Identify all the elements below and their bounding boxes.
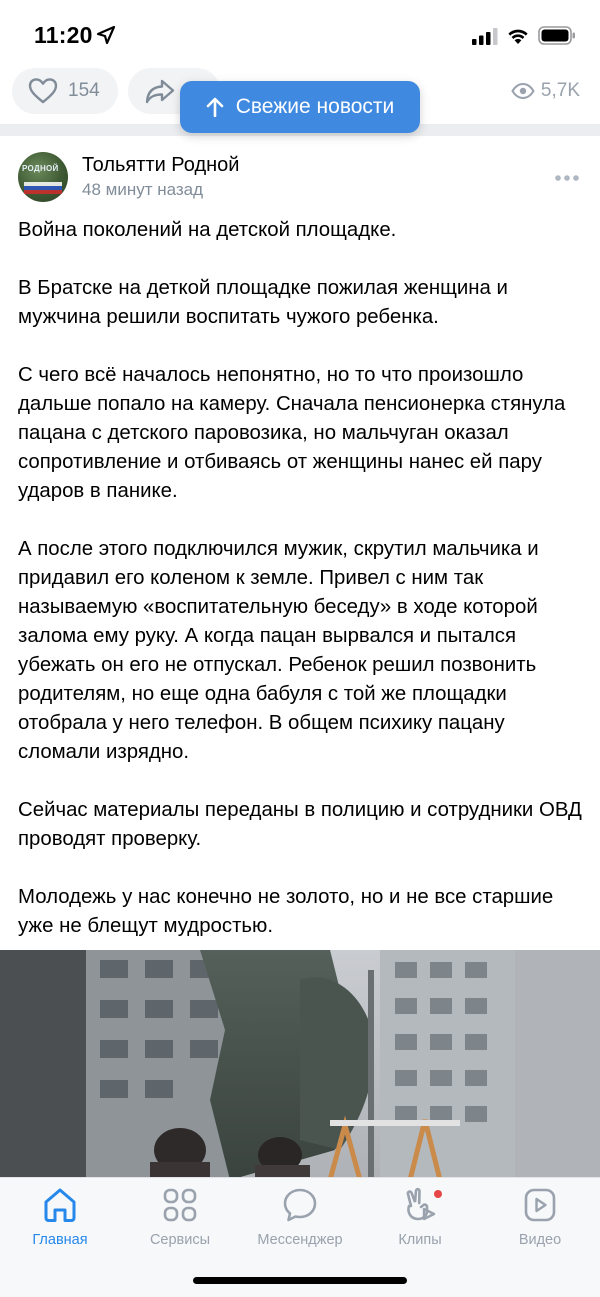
tab-label: Мессенджер [257,1232,343,1248]
status-bar [0,0,600,70]
heart-icon [28,77,58,105]
eye-icon [511,83,535,99]
post-paragraph: Война поколений на детской площадке. [18,219,397,241]
tab-home[interactable] [0,1186,120,1256]
wifi-icon [506,26,530,45]
tab-label: Главная [32,1232,88,1248]
share-arrow-icon [144,77,176,105]
flag-icon [24,182,62,194]
post-paragraph: Молодежь у нас конечно не золото, но и не все старшие уже не блещут мудростью. [18,886,554,937]
tab-services[interactable] [120,1186,240,1256]
tab-messenger[interactable] [240,1186,360,1256]
like-button[interactable] [12,68,118,114]
post-paragraph: С чего всё началось непонятно, но то что произошло дальше попало на камеру. Сначала пенсионерка стянула пацана с детского паровозика, но мальчуган оказал сопротивление и отбиваясь от женщины нанес ей пару ударов в панике. [18,364,566,502]
status-time: 11:20 [34,22,93,48]
post-time: 48 минут назад [82,180,204,199]
tab-label: Клипы [398,1232,442,1248]
post-paragraph: В Братске на деткой площадке пожилая женщина и мужчина решили воспитать чужого ребенка. [18,277,508,328]
messenger-bubble-icon [281,1186,319,1224]
fresh-news-label: Свежие новости [235,95,395,118]
tab-label: Видео [518,1232,562,1248]
like-count: 154 [68,80,100,101]
cellular-signal-icon [472,28,498,45]
clips-notification-badge [434,1190,442,1198]
battery-icon [538,26,576,45]
home-indicator[interactable] [193,1277,407,1284]
post-author[interactable]: Тольятти Родной [82,154,240,176]
location-arrow-icon [96,25,116,45]
tab-video[interactable] [480,1186,600,1256]
video-frame-image [0,950,600,1180]
post-video[interactable] [0,950,600,1180]
tab-clips[interactable] [360,1186,480,1256]
avatar-label: РОДНОЙ [22,164,59,173]
arrow-up-icon [206,97,224,117]
views-counter [511,80,580,102]
post-text [18,216,588,941]
more-options-icon[interactable] [554,174,580,182]
post-paragraph: Сейчас материалы переданы в полицию и сотрудники ОВД проводят проверку. [18,799,582,850]
video-play-icon [521,1186,559,1224]
views-count: 5,7K [540,80,580,101]
home-icon [41,1186,79,1224]
fresh-news-button[interactable] [180,81,420,133]
services-grid-icon [161,1186,199,1224]
post-paragraph: А после этого подключился мужик, скрутил мальчика и придавил его коленом к земле. Привел с ним так называемую «воспитательную беседу» в ходе которой залома ему руку. А когда пацан вырвался и пытался убежать он его не отпускал. Ребенок решил позвонить родителям, но еще одна бабуля с той же площадки отобрала у него телефон. В общем психику пацану сломали изрядно. [18,538,539,763]
tab-label: Сервисы [149,1232,211,1248]
avatar[interactable] [18,152,68,202]
post-header [0,136,600,216]
